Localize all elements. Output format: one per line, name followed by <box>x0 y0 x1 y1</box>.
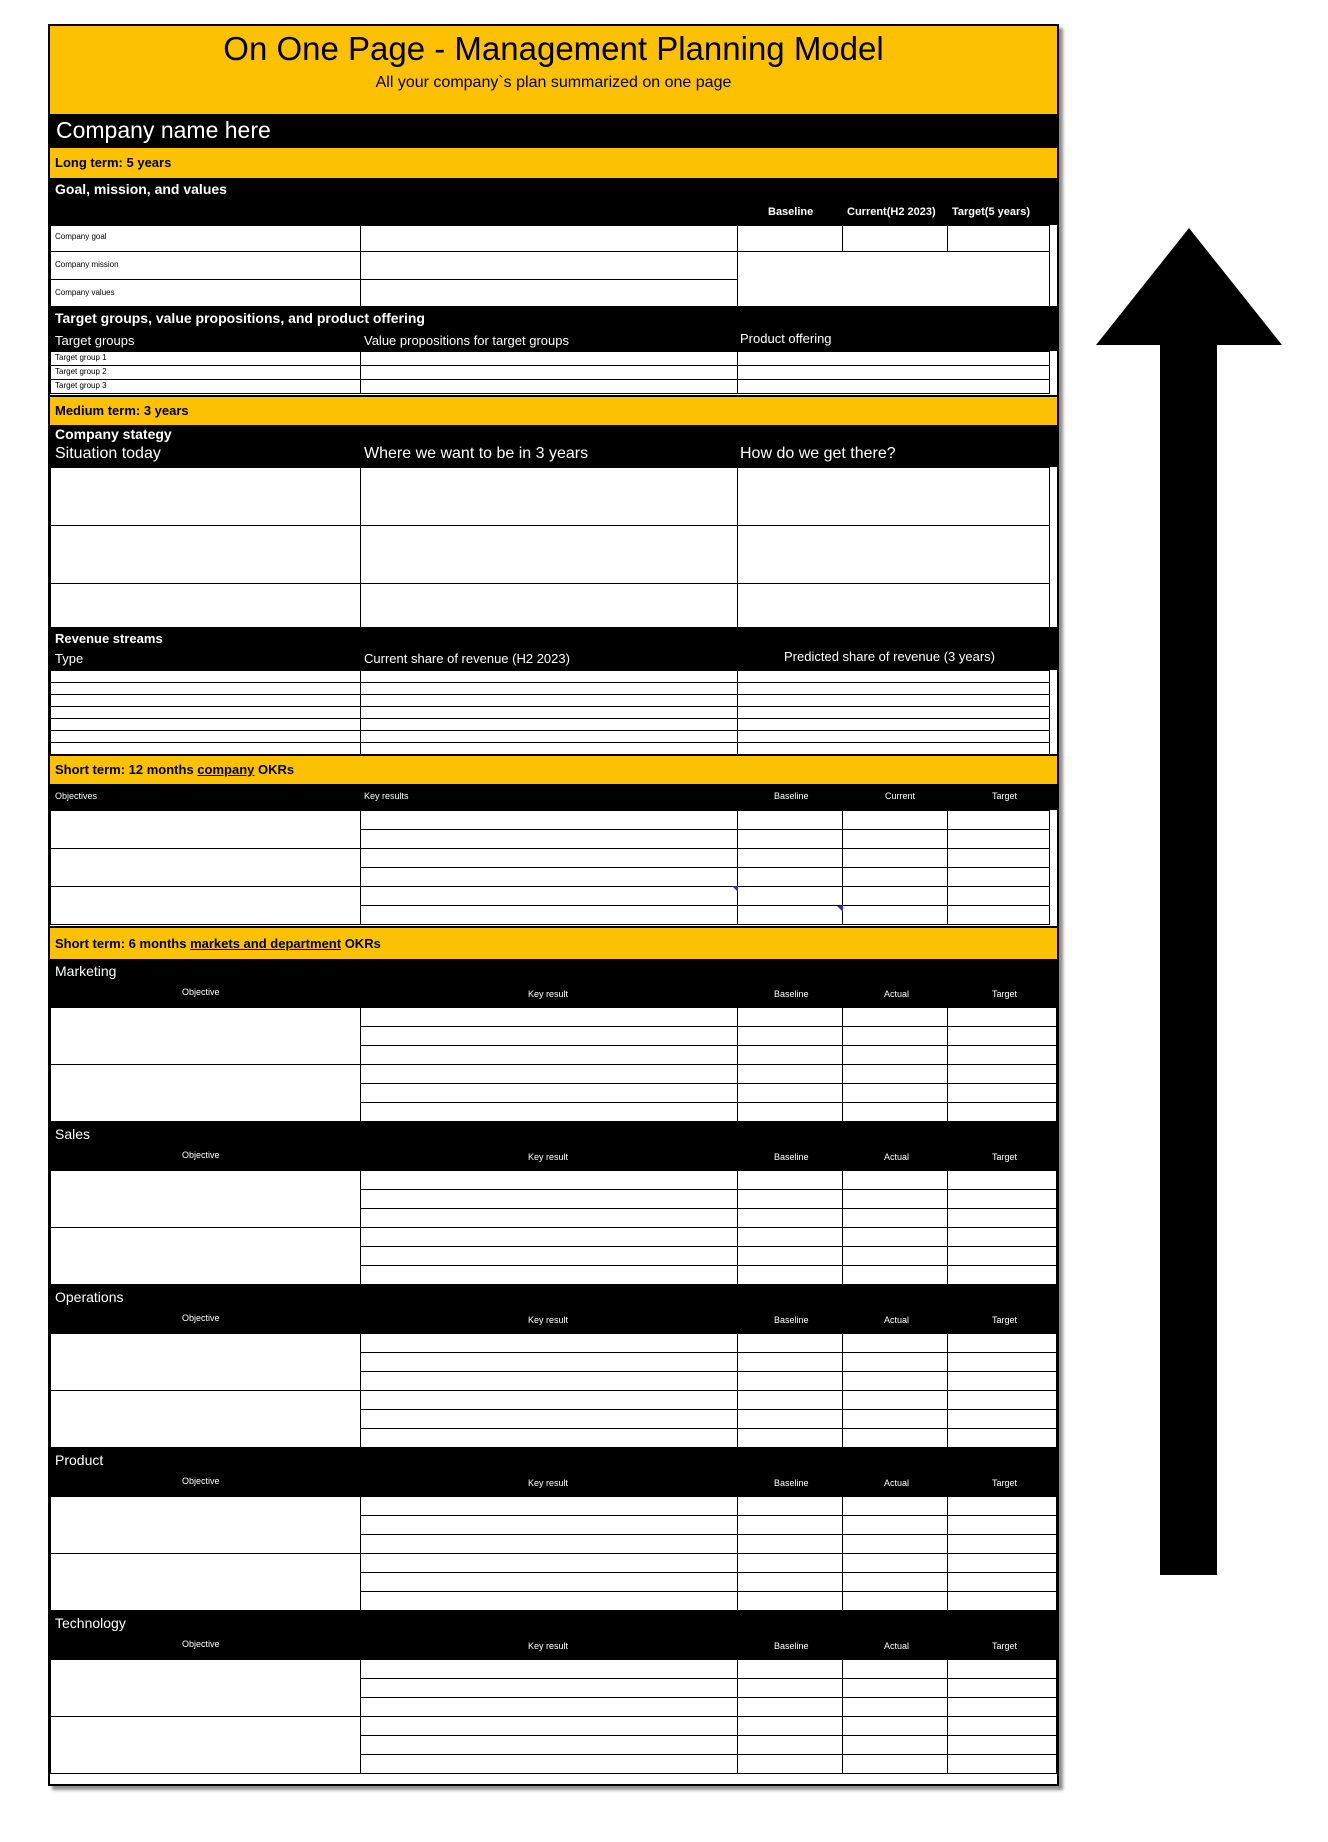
dept-col-baseline: Baseline <box>774 1478 809 1488</box>
dept-col-target: Target <box>992 1152 1018 1162</box>
dept-baseline-cell[interactable] <box>737 1333 843 1353</box>
medium-term-banner <box>50 395 1057 425</box>
dept-baseline-cell[interactable] <box>737 1515 843 1535</box>
department-name: Marketing <box>55 963 117 979</box>
dept-baseline-cell[interactable] <box>737 1265 843 1285</box>
goal-section-header <box>50 178 1057 225</box>
company-okr-suffix: OKRs <box>254 762 295 777</box>
company-baseline-cell[interactable] <box>737 886 843 906</box>
strategy-col-where: Where we want to be in 3 years <box>364 445 589 462</box>
company-okr-prefix: Short term: 12 months <box>55 762 198 777</box>
company-current-cell[interactable] <box>842 867 948 887</box>
dept-key-result-cell[interactable] <box>360 1716 738 1736</box>
target-table <box>50 351 1057 395</box>
dept-target-cell[interactable] <box>947 1189 1057 1209</box>
company-goal-label: Company goal <box>55 232 107 241</box>
department-name: Operations <box>55 1289 124 1305</box>
dept-actual-cell[interactable] <box>842 1352 948 1372</box>
department-okr-table <box>50 1659 1057 1774</box>
dept-actual-cell[interactable] <box>842 1208 948 1228</box>
dept-col-actual: Actual <box>884 1641 910 1651</box>
company-okr-col-baseline: Baseline <box>774 791 809 801</box>
department-okr-table <box>50 1496 1057 1611</box>
dept-target-cell[interactable] <box>947 1553 1057 1573</box>
dept-baseline-cell[interactable] <box>737 1716 843 1736</box>
dept-col-key-result: Key result <box>528 1641 569 1651</box>
dept-baseline-cell[interactable] <box>737 1659 843 1679</box>
strategy-col-how: How do we get there? <box>740 445 896 462</box>
dept-target-cell[interactable] <box>947 1591 1057 1611</box>
dept-col-key-result: Key result <box>528 1315 569 1325</box>
dept-actual-cell[interactable] <box>842 1102 948 1122</box>
value-prop-input[interactable] <box>360 365 738 380</box>
dept-baseline-cell[interactable] <box>737 1390 843 1410</box>
dept-col-actual: Actual <box>884 1152 910 1162</box>
dept-col-baseline: Baseline <box>774 1152 809 1162</box>
dept-baseline-cell[interactable] <box>737 1371 843 1391</box>
dept-col-baseline: Baseline <box>774 1315 809 1325</box>
dept-objective-cell[interactable] <box>50 1716 361 1774</box>
dept-col-actual: Actual <box>884 989 910 999</box>
dept-col-target: Target <box>992 989 1018 999</box>
strategy-col-today: Situation today <box>55 445 161 462</box>
company-key-result-cell[interactable] <box>360 829 738 849</box>
company-okr-banner <box>50 754 1057 784</box>
company-target-cell[interactable] <box>947 829 1050 849</box>
dept-objective-cell[interactable] <box>50 1227 361 1285</box>
dept-baseline-cell[interactable] <box>737 1754 843 1774</box>
dept-baseline-cell[interactable] <box>737 1189 843 1209</box>
dept-key-result-cell[interactable] <box>360 1170 738 1190</box>
dept-objective-cell[interactable] <box>50 1007 361 1065</box>
revenue-col-predicted: Predicted share of revenue (3 years) <box>784 649 995 664</box>
department-header <box>50 1448 1057 1496</box>
dept-baseline-cell[interactable] <box>737 1735 843 1755</box>
strategy-section-title: Company stategy <box>55 426 172 442</box>
dept-key-result-cell[interactable] <box>360 1007 738 1027</box>
company-okr-link[interactable]: company <box>197 762 255 777</box>
company-mission-label: Company mission <box>55 260 119 269</box>
dept-col-baseline: Baseline <box>774 1641 809 1651</box>
dept-col-key-result: Key result <box>528 1152 569 1162</box>
dept-key-result-cell[interactable] <box>360 1102 738 1122</box>
target-group-cell <box>50 379 361 394</box>
dept-target-cell[interactable] <box>947 1659 1057 1679</box>
dept-actual-cell[interactable] <box>842 1572 948 1592</box>
dept-key-result-cell[interactable] <box>360 1064 738 1084</box>
strategy-how-cell[interactable] <box>737 525 1050 584</box>
target-group-cell <box>50 365 361 380</box>
product-offering-input[interactable] <box>737 351 1050 366</box>
department-okr-label <box>55 936 381 951</box>
revenue-table <box>50 670 1057 754</box>
dept-key-result-cell[interactable] <box>360 1553 738 1573</box>
dept-baseline-cell[interactable] <box>737 1007 843 1027</box>
dept-key-result-cell[interactable] <box>360 1515 738 1535</box>
dept-actual-cell[interactable] <box>842 1754 948 1774</box>
dept-baseline-cell[interactable] <box>737 1591 843 1611</box>
strategy-section-header <box>50 425 1057 467</box>
title-banner <box>50 26 1057 114</box>
long-term-banner <box>50 146 1057 178</box>
dept-actual-cell[interactable] <box>842 1371 948 1391</box>
dept-actual-cell[interactable] <box>842 1246 948 1266</box>
dept-key-result-cell[interactable] <box>360 1083 738 1103</box>
dept-key-result-cell[interactable] <box>360 1208 738 1228</box>
dept-target-cell[interactable] <box>947 1496 1057 1516</box>
goal-col-current: Current(H2 2023) <box>847 206 936 218</box>
dept-key-result-cell[interactable] <box>360 1390 738 1410</box>
dept-actual-cell[interactable] <box>842 1428 948 1448</box>
department-okr-link[interactable]: markets and department <box>190 936 342 951</box>
dept-baseline-cell[interactable] <box>737 1697 843 1717</box>
dept-baseline-cell[interactable] <box>737 1102 843 1122</box>
dept-target-cell[interactable] <box>947 1428 1057 1448</box>
company-current-cell[interactable] <box>842 848 948 868</box>
dept-actual-cell[interactable] <box>842 1045 948 1065</box>
dept-col-actual: Actual <box>884 1315 910 1325</box>
dept-key-result-cell[interactable] <box>360 1026 738 1046</box>
dept-baseline-cell[interactable] <box>737 1428 843 1448</box>
dept-baseline-cell[interactable] <box>737 1534 843 1554</box>
dept-baseline-cell[interactable] <box>737 1572 843 1592</box>
dept-actual-cell[interactable] <box>842 1390 948 1410</box>
goal-table <box>50 225 1057 309</box>
mission-label-cell <box>50 251 361 280</box>
dept-target-cell[interactable] <box>947 1515 1057 1535</box>
revenue-section-header <box>50 627 1057 670</box>
goal-input[interactable] <box>360 225 738 252</box>
dept-col-key-result: Key result <box>528 989 569 999</box>
dept-actual-cell[interactable] <box>842 1026 948 1046</box>
company-key-result-cell[interactable] <box>360 905 738 925</box>
dept-key-result-cell[interactable] <box>360 1409 738 1429</box>
dept-baseline-cell[interactable] <box>737 1227 843 1247</box>
dept-target-cell[interactable] <box>947 1390 1057 1410</box>
dept-target-cell[interactable] <box>947 1064 1057 1084</box>
dept-baseline-cell[interactable] <box>737 1083 843 1103</box>
strategy-where-cell[interactable] <box>360 525 738 584</box>
company-target-cell[interactable] <box>947 886 1050 906</box>
dept-target-cell[interactable] <box>947 1409 1057 1429</box>
long-term-label: Long term: 5 years <box>55 155 172 170</box>
dept-actual-cell[interactable] <box>842 1265 948 1285</box>
mission-input[interactable] <box>360 251 738 280</box>
goal-target[interactable] <box>947 225 1050 252</box>
strategy-today-cell[interactable] <box>50 525 361 584</box>
dept-baseline-cell[interactable] <box>737 1064 843 1084</box>
dept-actual-cell[interactable] <box>842 1515 948 1535</box>
department-okr-table <box>50 1333 1057 1448</box>
dept-objective-cell[interactable] <box>50 1553 361 1611</box>
strategy-how-cell[interactable] <box>737 583 1050 628</box>
values-input[interactable] <box>360 279 738 307</box>
strategy-table <box>50 467 1057 627</box>
dept-actual-cell[interactable] <box>842 1496 948 1516</box>
dept-target-cell[interactable] <box>947 1026 1057 1046</box>
company-current-cell[interactable] <box>842 886 948 906</box>
dept-key-result-cell[interactable] <box>360 1428 738 1448</box>
company-baseline-cell[interactable] <box>737 867 843 887</box>
strategy-where-cell[interactable] <box>360 583 738 628</box>
target-col-product: Product offering <box>740 331 832 346</box>
company-okr-col-key-results: Key results <box>364 791 409 801</box>
dept-col-objective: Objective <box>182 1639 220 1649</box>
strategy-where-cell[interactable] <box>360 467 738 526</box>
target-group-2-label: Target group 2 <box>55 367 107 376</box>
dept-col-baseline: Baseline <box>774 989 809 999</box>
company-objective-cell[interactable] <box>50 848 361 887</box>
target-section-title: Target groups, value propositions, and product offering <box>55 310 425 326</box>
dept-target-cell[interactable] <box>947 1083 1057 1103</box>
dept-key-result-cell[interactable] <box>360 1227 738 1247</box>
value-prop-input[interactable] <box>360 379 738 394</box>
dept-target-cell[interactable] <box>947 1208 1057 1228</box>
dept-key-result-cell[interactable] <box>360 1678 738 1698</box>
dept-key-result-cell[interactable] <box>360 1572 738 1592</box>
dept-baseline-cell[interactable] <box>737 1045 843 1065</box>
dept-target-cell[interactable] <box>947 1678 1057 1698</box>
dept-target-cell[interactable] <box>947 1371 1057 1391</box>
dept-actual-cell[interactable] <box>842 1007 948 1027</box>
company-target-cell[interactable] <box>947 867 1050 887</box>
company-objective-cell[interactable] <box>50 810 361 849</box>
department-name: Sales <box>55 1126 91 1142</box>
department-okr-suffix: OKRs <box>341 936 381 951</box>
department-okr-table <box>50 1007 1057 1122</box>
company-okr-header <box>50 784 1057 810</box>
dept-baseline-cell[interactable] <box>737 1170 843 1190</box>
dept-actual-cell[interactable] <box>842 1333 948 1353</box>
dept-actual-cell[interactable] <box>842 1553 948 1573</box>
dept-col-actual: Actual <box>884 1478 910 1488</box>
dept-target-cell[interactable] <box>947 1333 1057 1353</box>
value-prop-input[interactable] <box>360 351 738 366</box>
dept-objective-cell[interactable] <box>50 1064 361 1122</box>
strategy-how-cell[interactable] <box>737 467 1050 526</box>
dept-target-cell[interactable] <box>947 1170 1057 1190</box>
dept-actual-cell[interactable] <box>842 1534 948 1554</box>
dept-key-result-cell[interactable] <box>360 1735 738 1755</box>
company-okr-label <box>55 762 294 777</box>
company-baseline-cell[interactable] <box>737 848 843 868</box>
dept-baseline-cell[interactable] <box>737 1496 843 1516</box>
company-baseline-cell[interactable] <box>737 905 843 925</box>
target-col-value: Value propositions for target groups <box>364 333 569 348</box>
dept-col-target: Target <box>992 1315 1018 1325</box>
dept-actual-cell[interactable] <box>842 1083 948 1103</box>
dept-target-cell[interactable] <box>947 1572 1057 1592</box>
dept-baseline-cell[interactable] <box>737 1553 843 1573</box>
revenue-col-current: Current share of revenue (H2 2023) <box>364 651 570 666</box>
company-name-bar <box>50 114 1057 146</box>
product-offering-input[interactable] <box>737 365 1050 380</box>
dept-objective-cell[interactable] <box>50 1333 361 1391</box>
dept-target-cell[interactable] <box>947 1007 1057 1027</box>
dept-target-cell[interactable] <box>947 1352 1057 1372</box>
dept-objective-cell[interactable] <box>50 1659 361 1717</box>
dept-col-objective: Objective <box>182 1313 220 1323</box>
dept-target-cell[interactable] <box>947 1697 1057 1717</box>
medium-term-label: Medium term: 3 years <box>55 403 189 418</box>
dept-baseline-cell[interactable] <box>737 1678 843 1698</box>
dept-key-result-cell[interactable] <box>360 1333 738 1353</box>
dept-actual-cell[interactable] <box>842 1170 948 1190</box>
company-key-result-cell[interactable] <box>360 848 738 868</box>
target-group-3-label: Target group 3 <box>55 381 107 390</box>
page-title: On One Page - Management Planning Model <box>223 30 884 67</box>
department-name: Technology <box>55 1615 126 1631</box>
dept-col-target: Target <box>992 1641 1018 1651</box>
department-header <box>50 1122 1057 1170</box>
dept-col-target: Target <box>992 1478 1018 1488</box>
dept-key-result-cell[interactable] <box>360 1246 738 1266</box>
company-okr-table <box>50 810 1057 926</box>
dept-actual-cell[interactable] <box>842 1189 948 1209</box>
values-label-cell <box>50 279 361 307</box>
dept-target-cell[interactable] <box>947 1754 1057 1774</box>
dept-key-result-cell[interactable] <box>360 1045 738 1065</box>
company-current-cell[interactable] <box>842 829 948 849</box>
department-okr-prefix: Short term: 6 months <box>55 936 191 951</box>
dept-key-result-cell[interactable] <box>360 1591 738 1611</box>
dept-target-cell[interactable] <box>947 1227 1057 1247</box>
dept-target-cell[interactable] <box>947 1735 1057 1755</box>
dept-actual-cell[interactable] <box>842 1735 948 1755</box>
dept-actual-cell[interactable] <box>842 1678 948 1698</box>
company-key-result-cell[interactable] <box>360 886 738 906</box>
company-key-result-cell[interactable] <box>360 810 738 830</box>
dept-target-cell[interactable] <box>947 1045 1057 1065</box>
dept-baseline-cell[interactable] <box>737 1409 843 1429</box>
company-name[interactable]: Company name here <box>56 117 271 143</box>
dept-col-objective: Objective <box>182 1150 220 1160</box>
dept-key-result-cell[interactable] <box>360 1265 738 1285</box>
comment-marker <box>732 886 738 892</box>
company-target-cell[interactable] <box>947 848 1050 868</box>
revenue-section-title: Revenue streams <box>55 631 163 646</box>
company-key-result-cell[interactable] <box>360 867 738 887</box>
company-baseline-cell[interactable] <box>737 829 843 849</box>
department-name: Product <box>55 1452 104 1468</box>
dept-actual-cell[interactable] <box>842 1064 948 1084</box>
up-arrow-icon <box>1096 228 1282 1575</box>
dept-objective-cell[interactable] <box>50 1170 361 1228</box>
company-baseline-cell[interactable] <box>737 810 843 830</box>
dept-baseline-cell[interactable] <box>737 1246 843 1266</box>
dept-target-cell[interactable] <box>947 1534 1057 1554</box>
goal-label-cell <box>50 225 361 252</box>
dept-key-result-cell[interactable] <box>360 1352 738 1372</box>
dept-col-key-result: Key result <box>528 1478 569 1488</box>
company-current-cell[interactable] <box>842 810 948 830</box>
company-okr-col-objectives: Objectives <box>55 791 98 801</box>
goal-current[interactable] <box>842 225 948 252</box>
dept-target-cell[interactable] <box>947 1265 1057 1285</box>
target-col-groups: Target groups <box>55 333 135 348</box>
goal-col-baseline: Baseline <box>768 206 814 218</box>
dept-key-result-cell[interactable] <box>360 1754 738 1774</box>
dept-target-cell[interactable] <box>947 1246 1057 1266</box>
goal-col-target: Target(5 years) <box>952 206 1031 218</box>
product-offering-input[interactable] <box>737 379 1050 394</box>
dept-objective-cell[interactable] <box>50 1496 361 1554</box>
page-subtitle: All your company`s plan summarized on one page <box>375 74 732 91</box>
dept-key-result-cell[interactable] <box>360 1371 738 1391</box>
strategy-today-cell[interactable] <box>50 467 361 526</box>
target-section-header <box>50 306 1057 351</box>
dept-actual-cell[interactable] <box>842 1716 948 1736</box>
dept-objective-cell[interactable] <box>50 1390 361 1448</box>
department-okr-banner <box>50 926 1057 959</box>
dept-baseline-cell[interactable] <box>737 1352 843 1372</box>
department-header <box>50 1611 1057 1659</box>
goal-baseline[interactable] <box>737 225 843 252</box>
revenue-col-type: Type <box>55 651 84 666</box>
dept-target-cell[interactable] <box>947 1102 1057 1122</box>
dept-actual-cell[interactable] <box>842 1409 948 1429</box>
dept-actual-cell[interactable] <box>842 1227 948 1247</box>
target-group-1-label: Target group 1 <box>55 353 107 362</box>
dept-actual-cell[interactable] <box>842 1697 948 1717</box>
dept-key-result-cell[interactable] <box>360 1189 738 1209</box>
company-okr-col-target: Target <box>992 791 1018 801</box>
company-values-label: Company values <box>55 288 115 297</box>
company-objective-cell[interactable] <box>50 886 361 925</box>
arrow-shape <box>1096 228 1282 1575</box>
company-current-cell[interactable] <box>842 905 948 925</box>
dept-col-objective: Objective <box>182 1476 220 1486</box>
dept-actual-cell[interactable] <box>842 1659 948 1679</box>
comment-marker <box>837 906 843 912</box>
company-target-cell[interactable] <box>947 905 1050 925</box>
company-target-cell[interactable] <box>947 810 1050 830</box>
dept-key-result-cell[interactable] <box>360 1534 738 1554</box>
department-header <box>50 1285 1057 1333</box>
dept-baseline-cell[interactable] <box>737 1026 843 1046</box>
dept-actual-cell[interactable] <box>842 1591 948 1611</box>
strategy-today-cell[interactable] <box>50 583 361 628</box>
goal-section-title: Goal, mission, and values <box>55 181 227 197</box>
company-okr-col-current: Current <box>885 791 916 801</box>
dept-key-result-cell[interactable] <box>360 1659 738 1679</box>
dept-baseline-cell[interactable] <box>737 1208 843 1228</box>
dept-key-result-cell[interactable] <box>360 1496 738 1516</box>
mission-values-metrics <box>737 251 1050 307</box>
department-header <box>50 959 1057 1007</box>
dept-target-cell[interactable] <box>947 1716 1057 1736</box>
department-okr-table <box>50 1170 1057 1285</box>
planning-sheet <box>48 24 1059 1786</box>
target-group-cell <box>50 351 361 366</box>
dept-key-result-cell[interactable] <box>360 1697 738 1717</box>
dept-col-objective: Objective <box>182 987 220 997</box>
